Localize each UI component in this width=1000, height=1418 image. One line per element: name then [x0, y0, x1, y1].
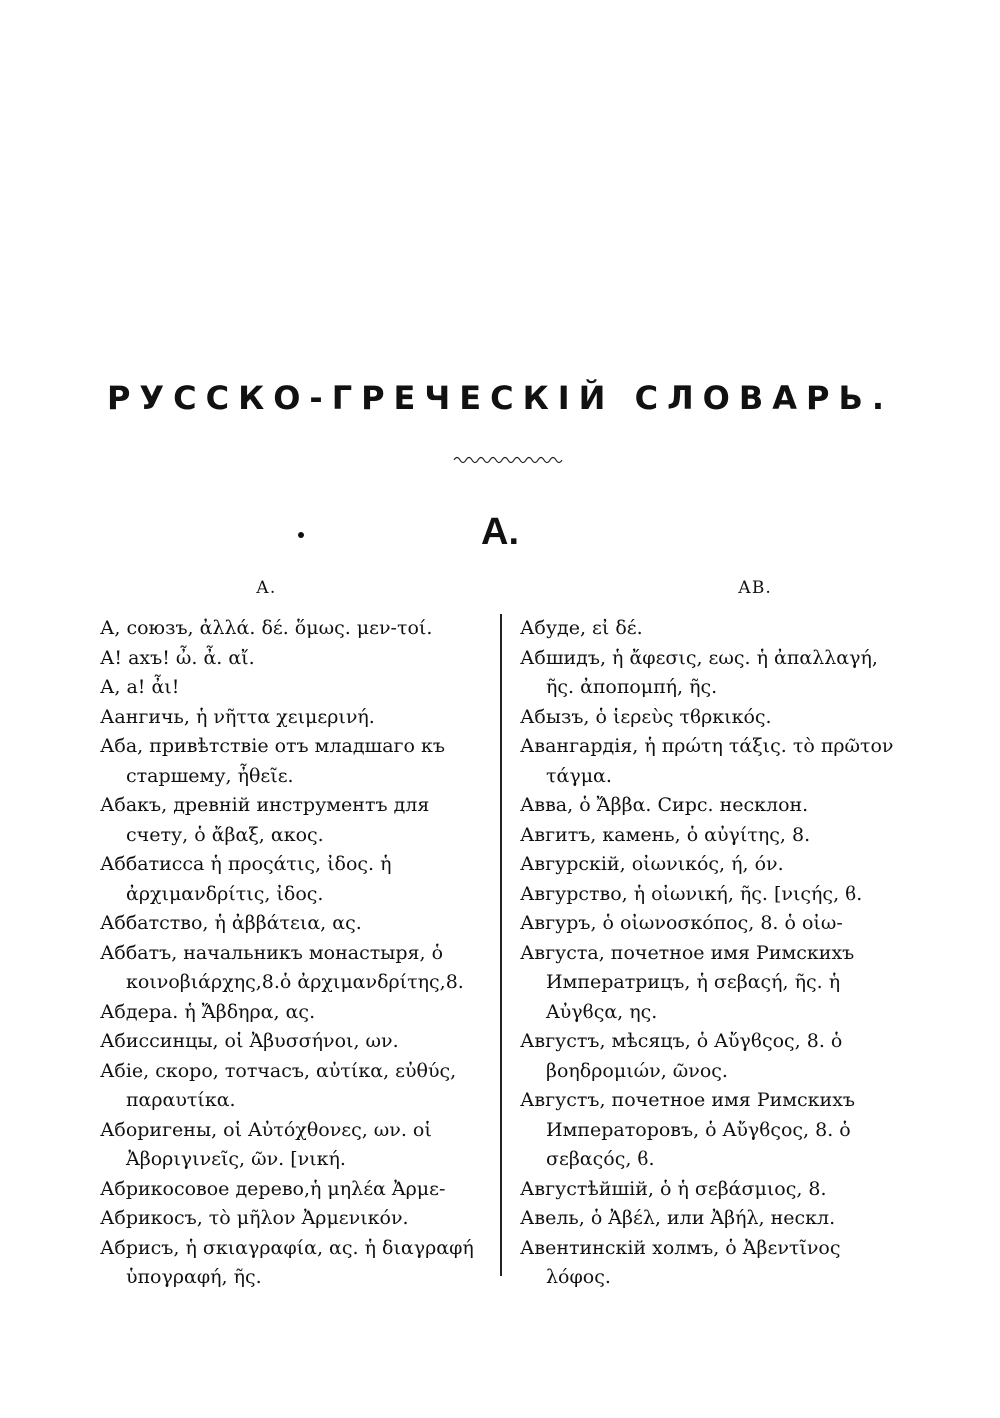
- dictionary-entry: Авангардія, ἡ πρώτη τάξις. τὸ πρῶτον τάγμα.: [520, 735, 894, 787]
- dictionary-entry: Авва, ὁ Ἄββα. Сирс. несклон.: [520, 794, 809, 816]
- dictionary-entry: Аборигены, οἱ Αὐτόχθονες, ων. οἱ Ἀβοριγινεῖς, ῶν. [νική.: [100, 1118, 432, 1170]
- dictionary-entry: Абрикосъ, τὸ μῆλον Ἀρμενικόν.: [100, 1207, 409, 1229]
- dictionary-entry: Авгитъ, камень, ὁ αὐγίτης, 8.: [520, 823, 811, 846]
- dictionary-column-right: [520, 614, 908, 1293]
- dictionary-column-left: [100, 614, 488, 1293]
- column-divider: [500, 614, 502, 1276]
- section-letter: А.: [481, 511, 519, 553]
- dictionary-entry: Абшидъ, ἡ ἄφεσις, εως. ἡ ἀπαλλαγή, ῆς. ἀποπομπή, ῆς.: [520, 646, 878, 698]
- dictionary-entry: Аббатисса ἡ προςάτις, ἰδος. ἡ ἀρχιμανδρίτις, ἰδος.: [100, 853, 392, 905]
- dictionary-entry: Авентинскій холмъ, ὁ Ἀβεντῖνος λόφος.: [520, 1236, 841, 1288]
- dictionary-entry: Абрикосовое дерево,ἡ μηλέα Ἀρμε-: [100, 1177, 446, 1200]
- dictionary-entry: Авгурскій, οἰωνικός, ή, όν.: [520, 853, 784, 875]
- dictionary-entry: Абакъ, древній инструментъ для счету, ὁ ἄβαξ, ακος.: [100, 794, 430, 846]
- dictionary-entry: Аба, привѣтствіе отъ младшаго къ старшему, ἦθεῖε.: [100, 735, 445, 787]
- dictionary-entry: Абуде, εἰ δέ.: [520, 617, 643, 639]
- dictionary-entry: Абызъ, ὁ ἱερεὺς τϐρκικός.: [520, 705, 772, 728]
- dictionary-entry: Авгуръ, ὁ οἰωνοσκόπος, 8. ὁ οἰω-: [520, 912, 843, 934]
- dictionary-entry: Абиссинцы, οἱ Ἀβυσσήνοι, ων.: [100, 1030, 399, 1052]
- dictionary-entry: Августъ, мѣсяцъ, ὁ Αὔγϐςος, 8. ὁ βοηδρομιών, ῶνος.: [520, 1030, 843, 1082]
- dictionary-entry: Августѣйшій, ὁ ἡ σεβάσμιος, 8.: [520, 1177, 827, 1200]
- dictionary-entry: Абрисъ, ἡ σκιαγραφία, ας. ἡ διαγραφή ὑπογραφή, ῆς.: [100, 1236, 474, 1288]
- dictionary-entry: Августа, почетное имя Римскихъ Императрицъ, ἡ σεβαςή, ῆς. ἡ Αὐγϐςα, ης.: [520, 941, 855, 1023]
- dictionary-entry: Аангичь, ἡ νῆττα χειμερινή.: [100, 705, 375, 728]
- dictionary-entry: Аббатство, ἡ ἀββάτεια, ας.: [100, 912, 362, 934]
- dictionary-entry: Абіе, скоро, тотчасъ, αὐτίκα, εὐθύς, παραυτίκα.: [100, 1059, 457, 1111]
- dictionary-entry: А, а! ἆι!: [100, 676, 180, 698]
- dictionary-entry: Августъ, почетное имя Римскихъ Императоровъ, ὁ Αὔγϐςος, 8. ὁ σεβαςός, ϐ.: [520, 1089, 856, 1170]
- ornament-divider: [452, 452, 564, 468]
- dictionary-entry: Авгурство, ἡ οἰωνική, ῆς. [νιςής, ϐ.: [520, 882, 863, 905]
- dictionary-entry: А! ахъ! ὦ. ἆ. αἴ.: [100, 646, 255, 669]
- column-header-right: АВ.: [738, 578, 772, 598]
- dictionary-entry: Авель, ὁ Ἀβέλ, или Ἀβήλ, нескл.: [520, 1207, 836, 1229]
- page-title: РУССКО-ГРЕЧЕСКІЙ СЛОВАРЬ.: [106, 379, 894, 417]
- dictionary-entry: А, союзъ, ἀλλά. δέ. ὅμως. μεν-τοί.: [100, 617, 433, 639]
- dictionary-entry: Аббатъ, начальникъ монастыря, ὁ κοινοβιάρχης,8.ὁ ἀρχιμανδρίτης,8.: [100, 941, 464, 993]
- column-header-left: А.: [256, 578, 277, 598]
- dictionary-entry: Абдера. ἡ Ἄβδηρα, ας.: [100, 1000, 316, 1023]
